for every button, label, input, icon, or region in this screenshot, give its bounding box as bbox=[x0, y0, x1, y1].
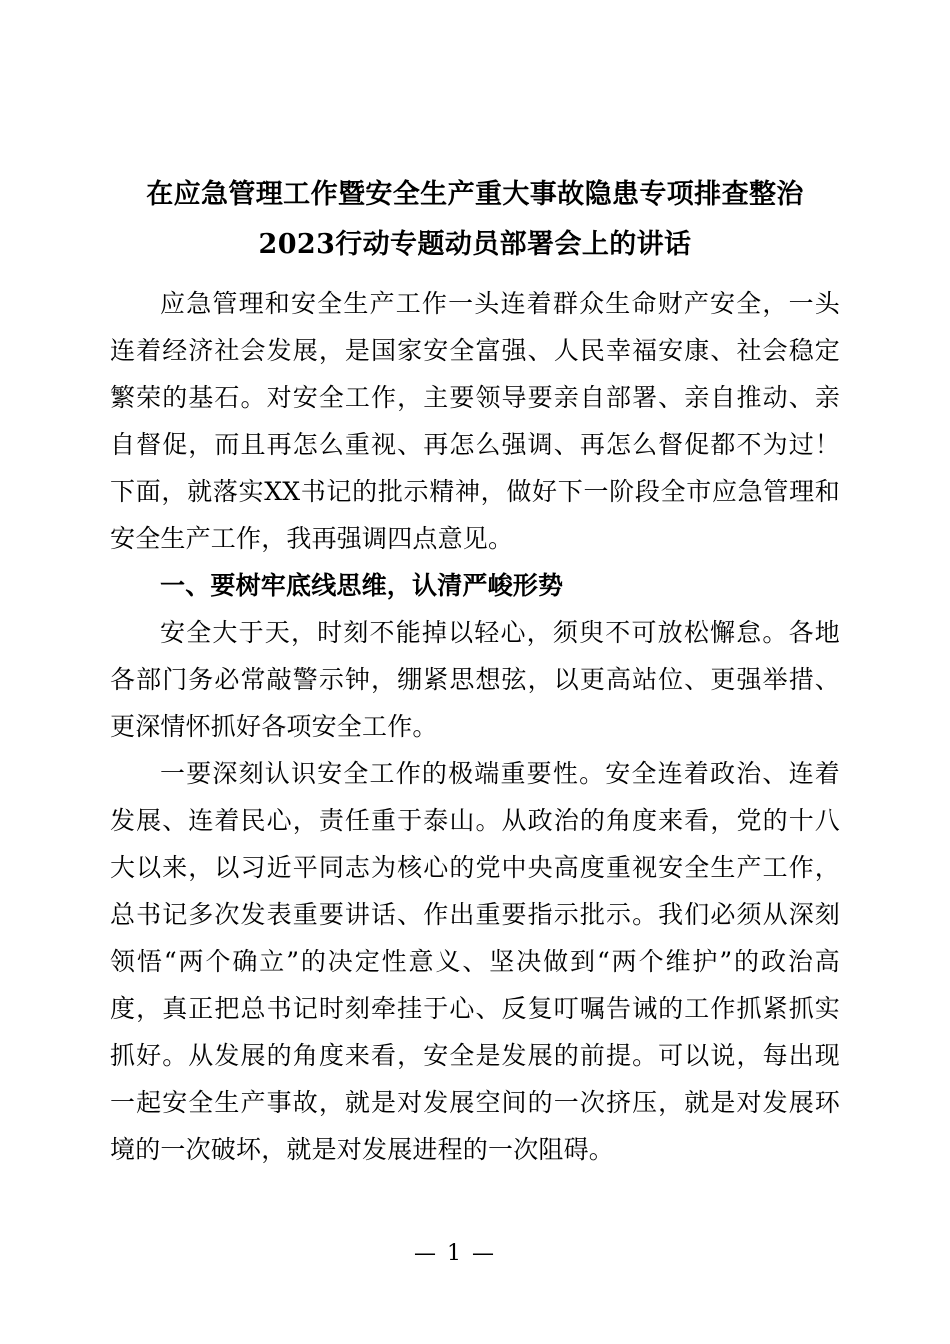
page-title: 在应急管理工作暨安全生产重大事故隐患专项排查整治2023行动专题动员部署会上的讲话 bbox=[146, 179, 804, 260]
page-number: — 1 — bbox=[414, 1241, 496, 1266]
paragraph-2: 安全大于天，时刻不能掉以轻心，须臾不可放松懈怠。各地各部门务必常敲警示钟，绷紧思想弦，以更高站位、更强举措、更深情怀抓好各项安全工作。 bbox=[110, 618, 840, 741]
paragraph-1: 应急管理和安全生产工作一头连着群众生命财产安全，一头连着经济社会发展，是国家安全富强、人民幸福安康、社会稳定繁荣的基石。对安全工作，主要领导要亲自部署、亲自推动、亲自督促，而且再怎么重视、再怎么强调、再怎么督促都不为过！下面，就落实XX书记的批示精神，做好下一阶段全市应急管理和安全生产工作，我再强调四点意见。 bbox=[110, 289, 840, 553]
section-heading-1: 一、要树牢底线思维，认清严峻形势 bbox=[160, 571, 564, 600]
paragraph-3: 一要深刻认识安全工作的极端重要性。安全连着政治、连着发展、连着民心，责任重于泰山。从政治的角度来看，党的十八大以来，以习近平同志为核心的党中央高度重视安全生产工作，总书记多次发表重要讲话、作出重要指示批示。我们必须从深刻领悟“两个确立”的决定性意义、坚决做到“两个维护”的政治高度，真正把总书记时刻牵挂于心、反复叮嘱告诫的工作抓紧抓实抓好。从发展的角度来看，安全是发展的前提。可以说，每出现一起安全生产事故，就是对发展空间的一次挤压，就是对发展环境的一次破坏，就是对发展进程的一次阻碍。 bbox=[110, 759, 840, 1164]
